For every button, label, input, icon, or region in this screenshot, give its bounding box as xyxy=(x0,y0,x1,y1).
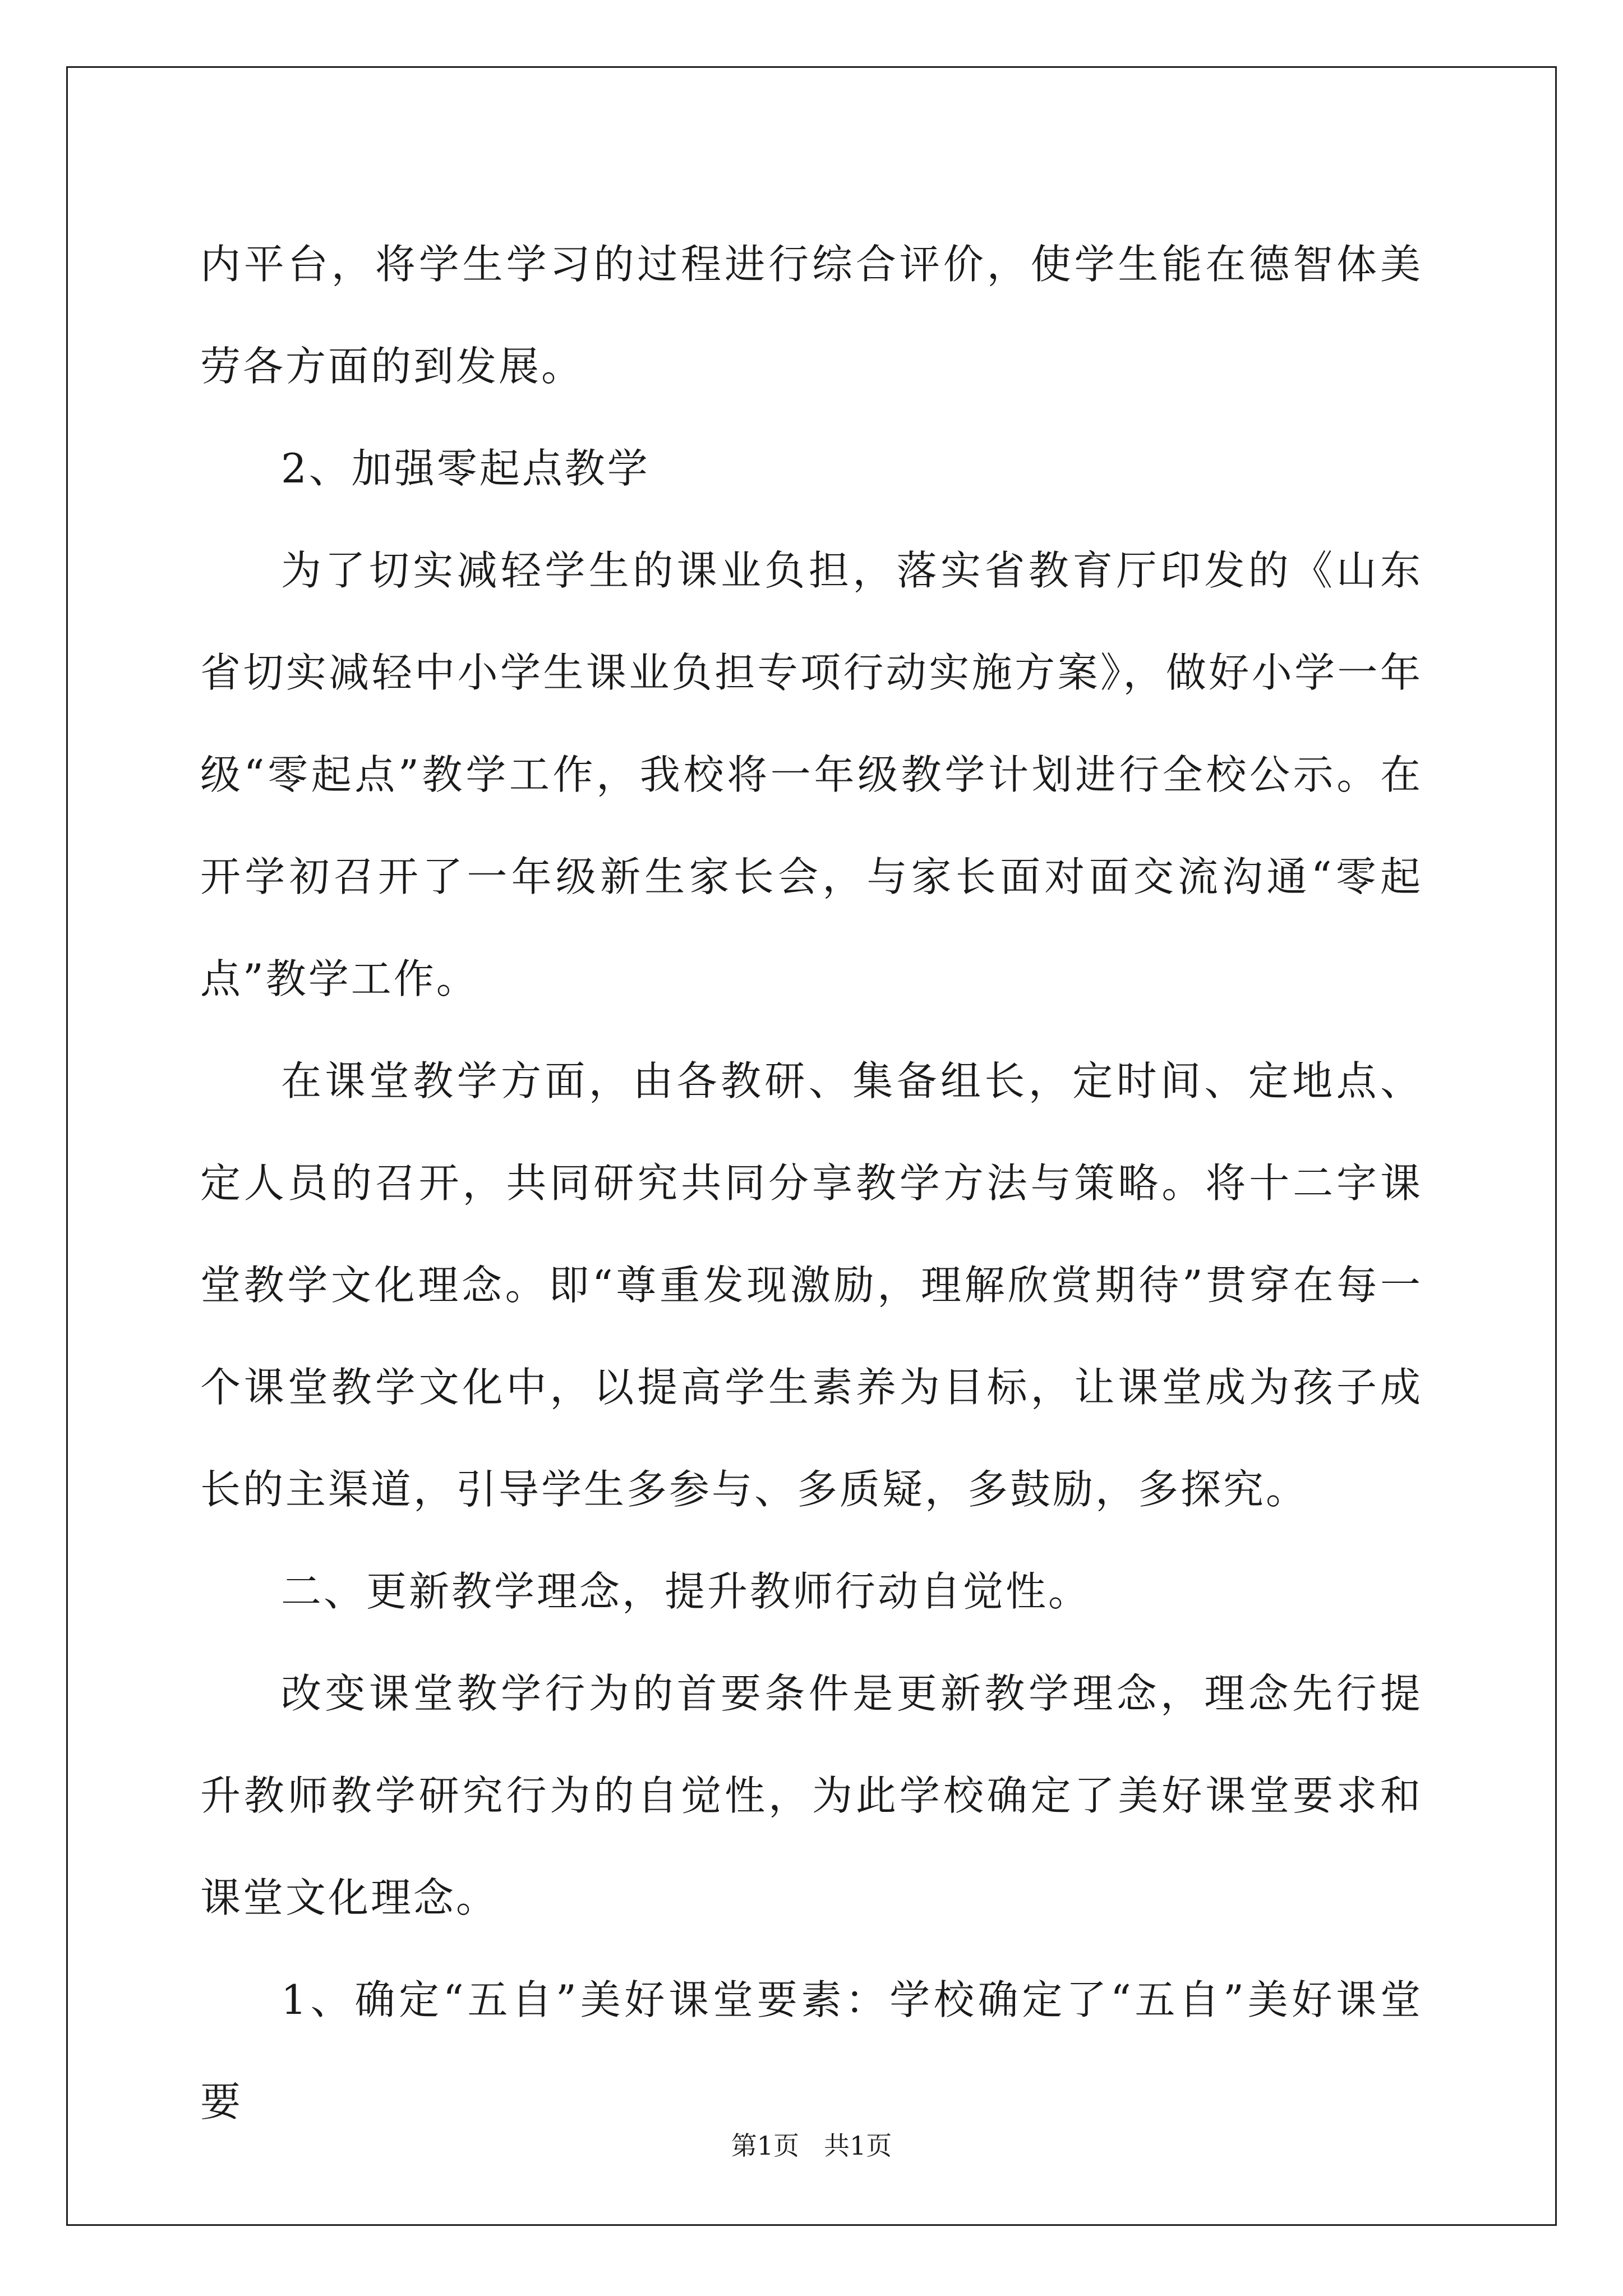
document-body xyxy=(200,213,1423,2153)
heading-update-teaching-concept: 二、更新教学理念，提升教师行动自觉性。 xyxy=(281,1568,1091,1615)
page-total: 共1页 xyxy=(823,2131,892,2161)
paragraph-3: 为了切实减轻学生的课业负担，落实省教育厅印发的《山东省切实减轻中小学生课业负担专项行动实施方案》，做好小学一年级“零起点”教学工作，我校将一年级教学计划进行全校公示。在开学初召开了一年级新生家长会，与家长面对面交流沟通“零起点”教学工作。 xyxy=(200,547,1423,1002)
paragraph-7: 1、确定“五自”美好课堂要素：学校确定了“五自”美好课堂要 xyxy=(200,1976,1423,2125)
page-footer xyxy=(0,2129,1623,2162)
page-number: 第1页 xyxy=(731,2131,800,2161)
paragraph-6: 改变课堂教学行为的首要条件是更新教学理念，理念先行提升教师教学研究行为的自觉性，为此学校确定了美好课堂要求和课堂文化理念。 xyxy=(200,1670,1423,1921)
paragraph-4: 在课堂教学方面，由各教研、集备组长，定时间、定地点、定人员的召开，共同研究共同分享教学方法与策略。将十二字课堂教学文化理念。即“尊重发现激励，理解欣赏期待”贯穿在每一个课堂教学文化中，以提高学生素养为目标，让课堂成为孩子成长的主渠道，引导学生多参与、多质疑，多鼓励，多探究。 xyxy=(200,1057,1423,1513)
paragraph-1: 内平台，将学生学习的过程进行综合评价，使学生能在德智体美劳各方面的到发展。 xyxy=(200,241,1423,390)
heading-zero-start-teaching: 2、加强零起点教学 xyxy=(281,445,650,492)
